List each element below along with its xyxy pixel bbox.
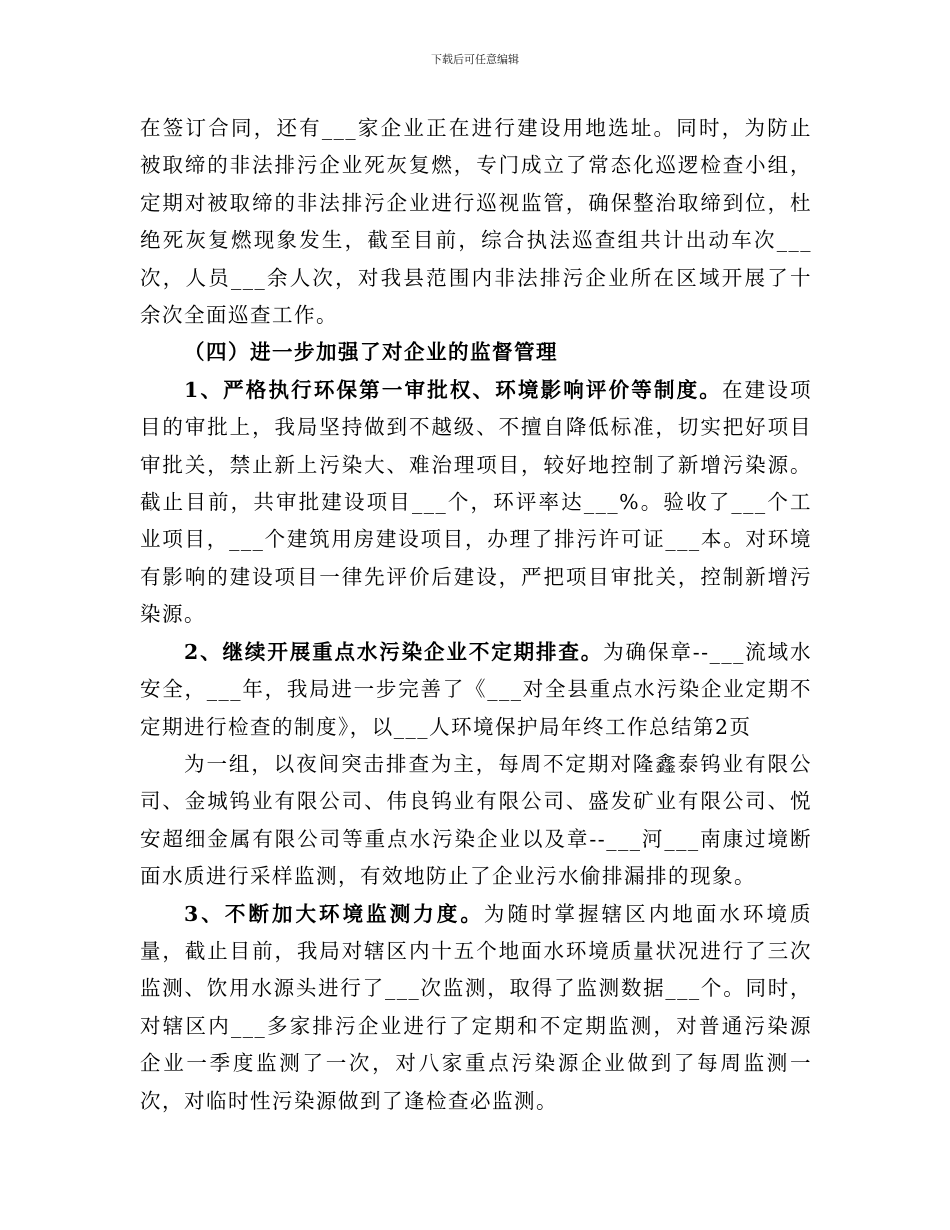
paragraph-item-2	[140, 634, 812, 746]
item-3-lead: 3、不断加大环境监测力度。	[184, 901, 484, 926]
document-body	[140, 110, 812, 1120]
item-1-text: 在建设项目的审批上，我局坚持做到不越级、不擅自降低标准，切实把好项目审批关，禁止新上污染大、难治理项目，较好地控制了新增污染源。截止目前，共审批建设项目___个，环评率达___%。验收了___个工业项目，___个建筑用房建设项目，办理了排污许可证___本。对环境有影响的建设项目一律先评价后建设，严把项目审批关，控制新增污染源。	[140, 377, 813, 627]
item-2-text: 为确保章--___流域水安全，___年，我局进一步完善了《___对全县重点水污染企业定期不定期进行检查的制度》，以___人环境保护局年终工作总结第2页	[140, 639, 813, 739]
paragraph-item-3	[140, 896, 812, 1120]
paragraph-item-2-continued: 为一组，以夜间突击排查为主，每周不定期对隆鑫泰钨业有限公司、金城钨业有限公司、伟良钨业有限公司、盛发矿业有限公司、悦安超细金属有限公司等重点水污染企业以及章--___河___南康过境断面水质进行采样监测，有效地防止了企业污水偷排漏排的现象。	[140, 751, 812, 889]
section-heading-4: （四）进一步加强了对企业的监督管理	[184, 340, 558, 365]
page-header: 下载后可任意编辑	[431, 53, 519, 66]
item-3-text: 为随时掌握辖区内地面水环境质量，截止目前，我局对辖区内十五个地面水环境质量状况进行了三次监测、饮用水源头进行了___次监测，取得了监测数据___个。同时，对辖区内___多家排污企业进行了定期和不定期监测，对普通污染源企业一季度监测了一次，对八家重点污染源企业做到了每周监测一次，对临时性污染源做到了逢检查必监测。	[140, 901, 813, 1113]
paragraph-item-1	[140, 372, 812, 634]
paragraph-continuation: 在签订合同，还有___家企业正在进行建设用地选址。同时，为防止被取缔的非法排污企业死灰复燃，专门成立了常态化巡逻检查小组，定期对被取缔的非法排污企业进行巡视监管，确保整治取缔到位，杜绝死灰复燃现象发生，截至目前，综合执法巡查组共计出动车次___次，人员___余人次，对我县范围内非法排污企业所在区域开展了十余次全面巡查工作。	[140, 116, 812, 328]
item-2-lead: 2、继续开展重点水污染企业不定期排查。	[184, 639, 604, 664]
item-1-lead: 1、严格执行环保第一审批权、环境影响评价等制度。	[184, 377, 722, 402]
